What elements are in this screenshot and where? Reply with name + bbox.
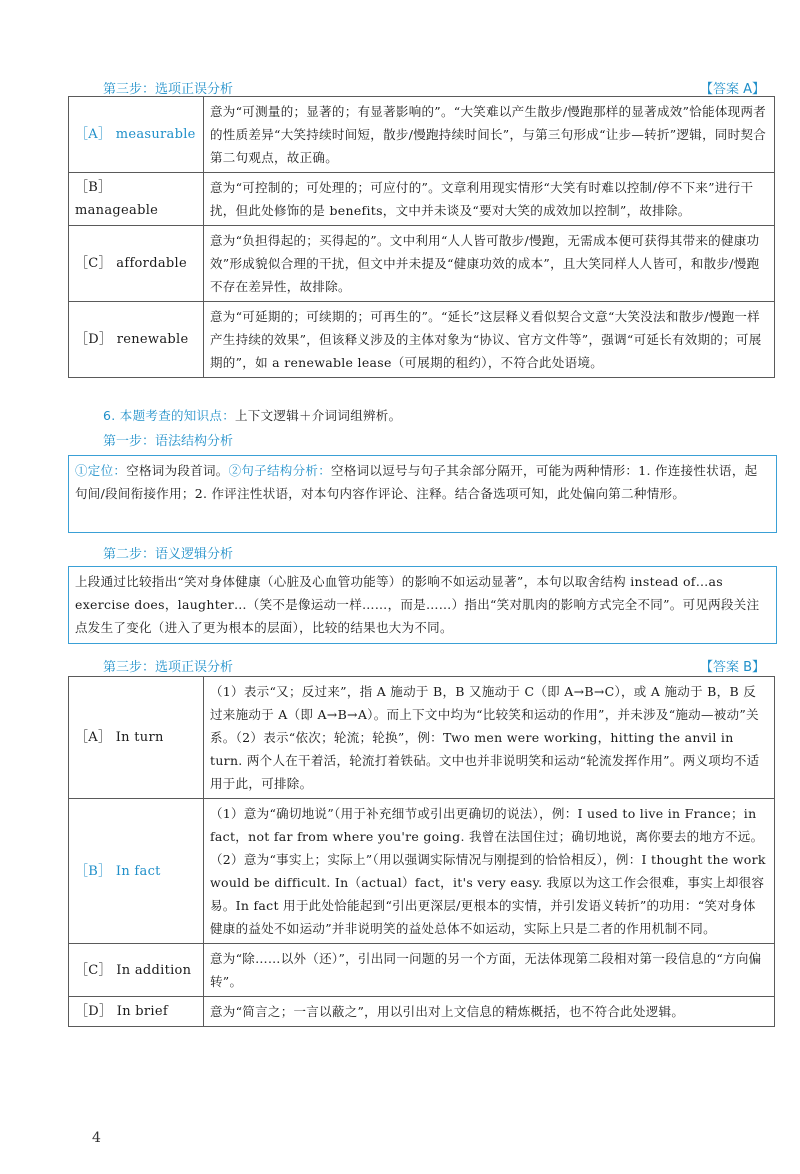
table-row <box>69 799 775 944</box>
page-number: 4 <box>92 1130 101 1146</box>
question-6-line <box>103 406 401 424</box>
option-label: ［B］ In fact <box>69 799 204 944</box>
table-row <box>69 97 775 173</box>
option-analysis: 意为“负担得起的；买得起的”。文中利用“人人皆可散步/慢跑，无需成本便可获得其带来的健康功效”形成貌似合理的干扰，但文中并未提及“健康功效的成本”，且大笑同样人人皆可，和散步/慢跑不存在差异性，故排除。 <box>204 226 775 302</box>
structure-text: 空格词以逗号与句子其余部分隔开，可能为两种情形：1. 作连接性状语，起句间/段间衔接作用；2. 作评注性状语，对本句内容作评论、注释。结合备选项可知，此处偏向第二种情形。 <box>75 463 758 501</box>
option-analysis: （1）表示“又；反过来”，指 A 施动于 B，B 又施动于 C（即 A→B→C），或 A 施动于 B，B 反过来施动于 A（即 A→B→A）。而上下文中均为“比较笑和运动的作用”，并未涉及“施动—被动”关系。（2）表示“依次；轮流；轮换”，例：Two men were working，hitting the anvil in turn. 两个人在干着活，轮流打着铁砧。文中也并非说明笑和运动“轮流发挥作用”。两义项均不适用于此，可排除。 <box>204 677 775 799</box>
table-row <box>69 944 775 997</box>
option-analysis: 意为“除……以外（还）”，引出同一问题的另一个方面，无法体现第二段相对第一段信息的“方向偏转”。 <box>204 944 775 997</box>
answer-badge-a: 【答案 A】 <box>700 82 766 97</box>
option-analysis: 意为“可测量的；显著的；有显著影响的”。“大笑难以产生散步/慢跑那样的显著成效”恰能体现两者的性质差异“大笑持续时间短，散步/慢跑持续时间长”，与第三句形成“让步—转折”逻辑，同时契合第二句观点，故正确。 <box>204 97 775 173</box>
structure-label: ②句子结构分析： <box>228 463 332 478</box>
semantic-analysis-box: 上段通过比较指出“笑对身体健康（心脏及心血管功能等）的影响不如运动显著”，本句以取舍结构 instead of…as exercise does，laughter…（笑不是像运动一样……，而是……）指出“笑对肌肉的影响方式完全不同”。可见两段关注点发生了变化（进入了更为根本的层面），比较的结果也大为不同。 <box>68 566 777 644</box>
option-label: ［A］ measurable <box>69 97 204 173</box>
question-6-prefix: 6. 本题考查的知识点： <box>103 408 235 423</box>
option-analysis: （1）意为“确切地说”（用于补充细节或引出更确切的说法），例：I used to live in France；in fact，not far from where you're going. 我曾在法国住过；确切地说，离你要去的地方不远。（2）意为“事实上；实际上”（用以强调实际情况与刚提到的恰恰相反），例：I thought the work would be difficult. In（actual）fact，it's very easy. 我原以为这工作会很难，事实上却很容易。In fact 用于此处恰能起到“引出更深层/更根本的实情，并引发语义转折”的功用：“笑对身体健康的益处不如运动”并非说明笑的益处总体不如运动，实际上只是二者的作用机制不同。 <box>204 799 775 944</box>
table-row <box>69 997 775 1027</box>
option-label: ［D］ In brief <box>69 997 204 1027</box>
option-label: ［D］ renewable <box>69 302 204 378</box>
option-label: ［B］ manageable <box>69 173 204 226</box>
table-row <box>69 302 775 378</box>
step1-heading: 第一步：语法结构分析 <box>103 434 234 449</box>
option-label: ［C］ In addition <box>69 944 204 997</box>
locate-text: 空格词为段首词。 <box>126 463 229 478</box>
table-row <box>69 677 775 799</box>
option-label: ［C］ affordable <box>69 226 204 302</box>
option-analysis: 意为“可控制的；可处理的；可应付的”。文章利用现实情形“大笑有时难以控制/停不下来”进行干扰，但此处修饰的是 benefits，文中并未谈及“要对大笑的成效加以控制”，故排除。 <box>204 173 775 226</box>
table-row <box>69 173 775 226</box>
step2-heading: 第二步：语义逻辑分析 <box>103 547 234 562</box>
option-label: ［A］ In turn <box>69 677 204 799</box>
table-row <box>69 226 775 302</box>
step3-heading-b: 第三步：选项正误分析 <box>103 660 234 675</box>
question-6-text: 上下文逻辑＋介词词组辨析。 <box>235 408 402 423</box>
options-table-2 <box>68 676 775 1027</box>
step3-heading-a: 第三步：选项正误分析 <box>103 82 234 97</box>
option-analysis: 意为“简言之；一言以蔽之”，用以引出对上文信息的精炼概括，也不符合此处逻辑。 <box>204 997 775 1027</box>
grammar-analysis-box <box>68 455 777 533</box>
answer-badge-b: 【答案 B】 <box>700 660 766 675</box>
option-analysis: 意为“可延期的；可续期的；可再生的”。“延长”这层释义看似契合文意“大笑没法和散步/慢跑一样产生持续的效果”，但该释义涉及的主体对象为“协议、官方文件等”，强调“可延长有效期的；可展期的”，如 a renewable lease（可展期的租约），不符合此处语境。 <box>204 302 775 378</box>
locate-label: ①定位： <box>75 463 127 478</box>
options-table-1 <box>68 96 775 378</box>
